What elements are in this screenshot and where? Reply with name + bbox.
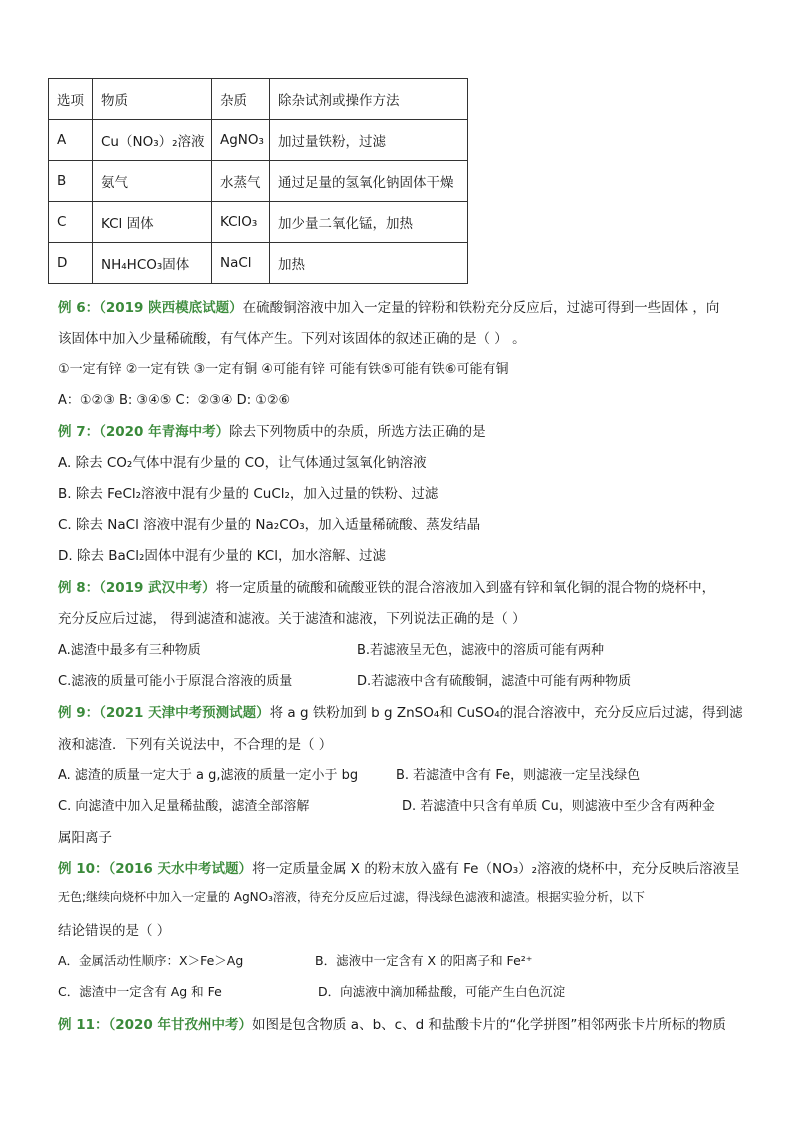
example-7-heading: 例 7：（2020 年青海中考） xyxy=(58,424,230,440)
table-cell: 水蒸气 xyxy=(212,161,270,202)
example-7-option-c: C. 除去 NaCl 溶液中混有少量的 Na₂CO₃，加入适量稀硫酸、蒸发结晶 xyxy=(58,517,481,533)
example-8-text: 将一定质量的硫酸和硫酸亚铁的混合溶液加入到盛有锌和氧化铜的混合物的烧杯中， xyxy=(215,580,716,596)
table-cell: 加过量铁粉，过滤 xyxy=(270,120,468,161)
example-7-option-d: D. 除去 BaCl₂固体中混有少量的 KCl，加水溶解、过滤 xyxy=(58,548,386,564)
example-10-line-1 xyxy=(58,857,740,877)
example-10-option-c: C．滤渣中一定含有 Ag 和 Fe xyxy=(58,984,222,999)
example-10-line-3: 结论错误的是（ ） xyxy=(58,923,171,939)
example-9-heading: 例 9：（2021 天津中考预测试题） xyxy=(58,705,270,721)
table-row xyxy=(49,120,468,161)
table-cell: 杂质 xyxy=(212,79,270,120)
example-9-option-b: B. 若滤渣中含有 Fe，则滤液一定呈浅绿色 xyxy=(396,768,641,783)
example-9-line-1 xyxy=(58,701,743,721)
example-9-option-d-cont: 属阳离子 xyxy=(58,830,112,846)
example-9-option-c: C. 向滤渣中加入足量稀盐酸，滤渣全部溶解 xyxy=(58,799,310,814)
example-6-heading: 例 6：（2019 陕西模底试题） xyxy=(58,300,243,316)
table-cell: A xyxy=(49,120,93,161)
example-8-heading: 例 8：（2019 武汉中考） xyxy=(58,580,216,596)
table-cell: B xyxy=(49,161,93,202)
example-9-line-2: 液和滤渣．下列有关说法中，不合理的是（ ） xyxy=(58,737,333,753)
example-11-heading: 例 11：（2020 年甘孜州中考） xyxy=(58,1017,253,1033)
example-6-statements: ①一定有锌 ②一定有铁 ③一定有铜 ④可能有锌 可能有铁⑤可能有铁⑥可能有铜 xyxy=(58,362,509,377)
example-6-choices: A：①②③ B: ③④⑤ C：②③④ D: ①②⑥ xyxy=(58,393,291,408)
example-8-option-a: A.滤渣中最多有三种物质 xyxy=(58,643,201,658)
table-cell: Cu（NO₃）₂溶液 xyxy=(93,120,212,161)
table-row xyxy=(49,202,468,243)
example-11-text: 如图是包含物质 a、b、c、d 和盐酸卡片的“化学拼图”相邻两张卡片所标的物质 xyxy=(252,1017,726,1033)
table-cell: D xyxy=(49,243,93,284)
table-cell: 选项 xyxy=(49,79,93,120)
example-6-text: 在硫酸铜溶液中加入一定量的锌粉和铁粉充分反应后，过滤可得到一些固体 ，向 xyxy=(242,300,720,316)
example-8-option-d: D.若滤液中含有硫酸铜，滤渣中可能有两种物质 xyxy=(357,674,632,689)
example-10-line-2: 无色;继续向烧杯中加入一定量的 AgNO₃溶液，待充分反应后过滤，得浅绿色滤液和滤渣。根据实验分析，以下 xyxy=(58,890,645,904)
example-10-text: 将一定质量金属 X 的粉末放入盛有 Fe（NO₃）₂溶液的烧杯中，充分反映后溶液呈 xyxy=(252,861,740,877)
example-10-option-b: B．滤液中一定含有 X 的阳离子和 Fe²⁺ xyxy=(315,953,533,968)
example-7-text: 除去下列物质中的杂质，所选方法正确的是 xyxy=(229,424,486,440)
example-10-heading: 例 10：（2016 天水中考试题） xyxy=(58,861,253,877)
example-10-option-d: D．向滤液中滴加稀盐酸，可能产生白色沉淀 xyxy=(318,984,566,999)
table-cell: 加热 xyxy=(270,243,468,284)
table-cell: NaCl xyxy=(212,243,270,284)
example-8-option-c: C.滤液的质量可能小于原混合溶液的质量 xyxy=(58,674,293,689)
table-cell: 氨气 xyxy=(93,161,212,202)
impurity-options-table xyxy=(48,78,468,284)
example-9-option-a: A. 滤渣的质量一定大于 a g,滤液的质量一定小于 bg xyxy=(58,768,359,783)
table-row xyxy=(49,161,468,202)
example-6-line-1 xyxy=(58,296,719,316)
table-cell: NH₄HCO₃固体 xyxy=(93,243,212,284)
table-cell: 物质 xyxy=(93,79,212,120)
table-cell: KCl 固体 xyxy=(93,202,212,243)
table-cell: 加少量二氧化锰，加热 xyxy=(270,202,468,243)
table-header-row xyxy=(49,79,468,120)
table-cell: AgNO₃ xyxy=(212,120,270,161)
example-6-line-2: 该固体中加入少量稀硫酸，有气体产生。下列对该固体的叙述正确的是（ ） 。 xyxy=(58,331,526,347)
table-cell: KClO₃ xyxy=(212,202,270,243)
example-7-option-b: B. 除去 FeCl₂溶液中混有少量的 CuCl₂，加入过量的铁粉、过滤 xyxy=(58,486,439,502)
example-9-text: 将 a g 铁粉加到 b g ZnSO₄和 CuSO₄的混合溶液中，充分反应后过滤，得到滤 xyxy=(269,705,743,721)
example-7-option-a: A. 除去 CO₂气体中混有少量的 CO，让气体通过氢氧化钠溶液 xyxy=(58,455,427,471)
example-8-option-b: B.若滤液呈无色，滤液中的溶质可能有两种 xyxy=(357,643,605,658)
example-9-option-d: D. 若滤渣中只含有单质 Cu，则滤液中至少含有两种金 xyxy=(402,799,715,814)
table-cell: 除杂试剂或操作方法 xyxy=(270,79,468,120)
example-8-line-1 xyxy=(58,576,715,596)
table-cell: 通过足量的氢氧化钠固体干燥 xyxy=(270,161,468,202)
example-8-line-2: 充分反应后过滤， 得到滤渣和滤液。关于滤渣和滤液，下列说法正确的是（ ） xyxy=(58,611,526,627)
example-7-line-1 xyxy=(58,420,486,440)
table-row xyxy=(49,243,468,284)
table-cell: C xyxy=(49,202,93,243)
example-11-line-1 xyxy=(58,1013,726,1033)
example-10-option-a: A．金属活动性顺序：X＞Fe＞Ag xyxy=(58,953,244,968)
